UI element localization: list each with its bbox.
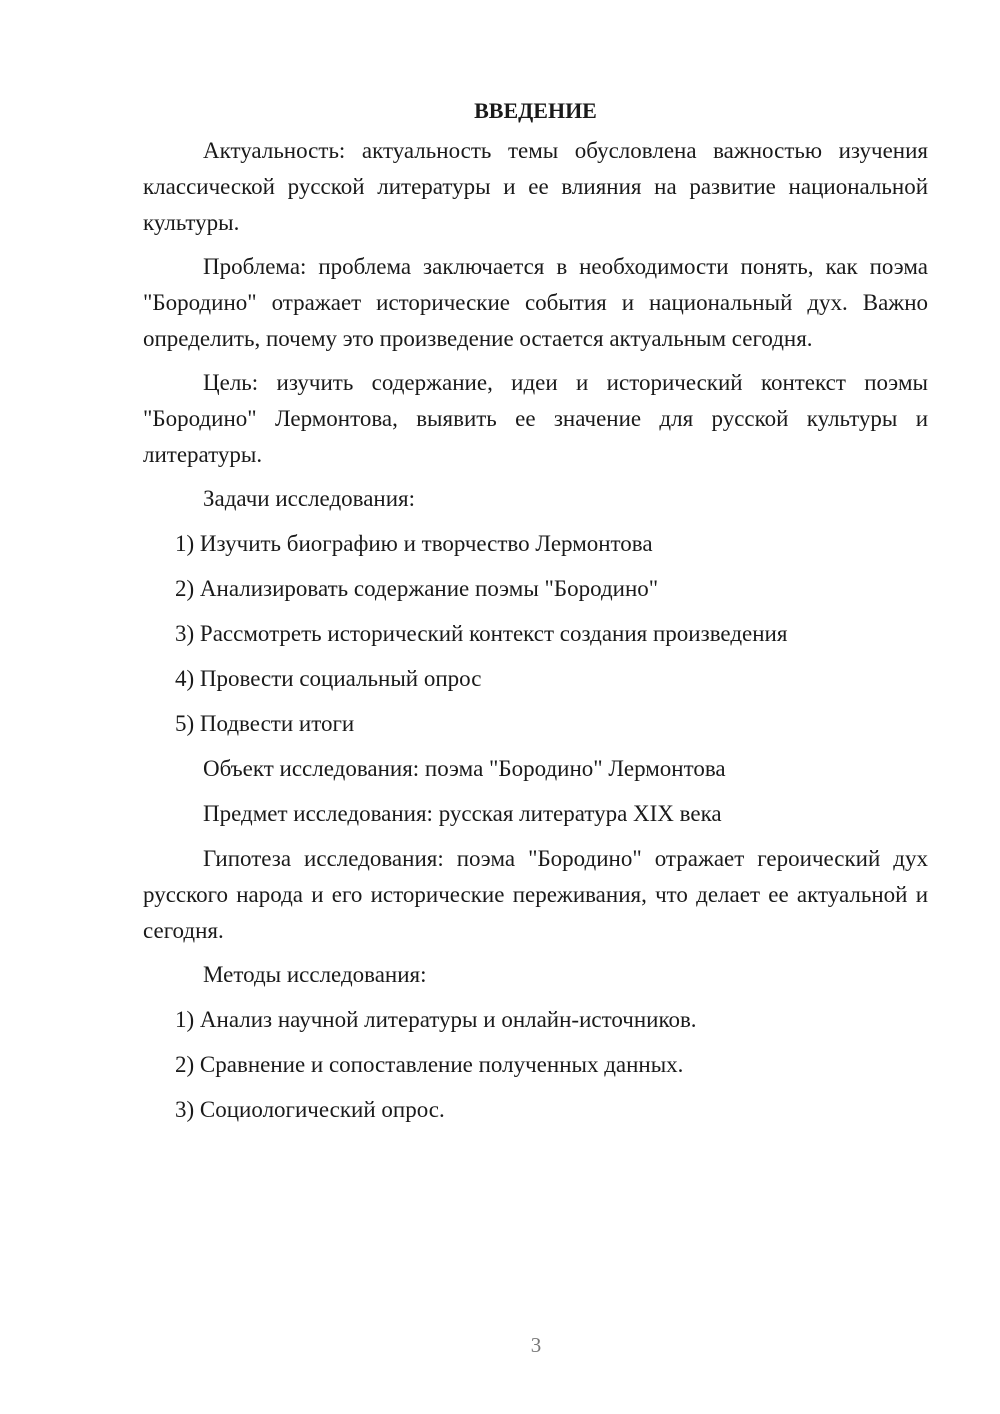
list-item: 1) Изучить биографию и творчество Лермонтова [175,531,653,556]
list-item: 4) Провести социальный опрос [175,666,482,691]
page-content [143,96,928,1137]
methods-heading: Методы исследования: [203,962,427,987]
list-item: 5) Подвести итоги [175,711,355,736]
hypothesis-paragraph: Гипотеза исследования: поэма "Бородино" отражает героический дух русского народа и его исторические переживания, что делает ее актуальной и сегодня. [143,846,928,943]
list-item: 3) Рассмотреть исторический контекст создания произведения [175,621,788,646]
section-title: ВВЕДЕНИЕ [474,98,597,123]
list-item: 1) Анализ научной литературы и онлайн-источников. [175,1007,697,1032]
relevance-paragraph: Актуальность: актуальность темы обусловлена важностью изучения классической русской литературы и ее влияния на развитие национальной культуры. [143,138,928,235]
research-subject: Предмет исследования: русская литература XIX века [203,801,722,826]
research-object: Объект исследования: поэма "Бородино" Лермонтова [203,756,726,781]
page-number: 3 [530,1333,542,1357]
problem-paragraph: Проблема: проблема заключается в необходимости понять, как поэма "Бородино" отражает исторические события и национальный дух. Важно определить, почему это произведение остается актуальным сегодня. [143,254,928,351]
list-item: 2) Сравнение и сопоставление полученных данных. [175,1052,684,1077]
methods-list [143,1002,928,1128]
tasks-heading: Задачи исследования: [203,486,416,511]
tasks-list [143,526,928,742]
list-item: 3) Социологический опрос. [175,1097,445,1122]
goal-paragraph: Цель: изучить содержание, идеи и исторический контекст поэмы "Бородино" Лермонтова, выявить ее значение для русской культуры и литературы. [143,370,928,467]
list-item: 2) Анализировать содержание поэмы "Бородино" [175,576,659,601]
